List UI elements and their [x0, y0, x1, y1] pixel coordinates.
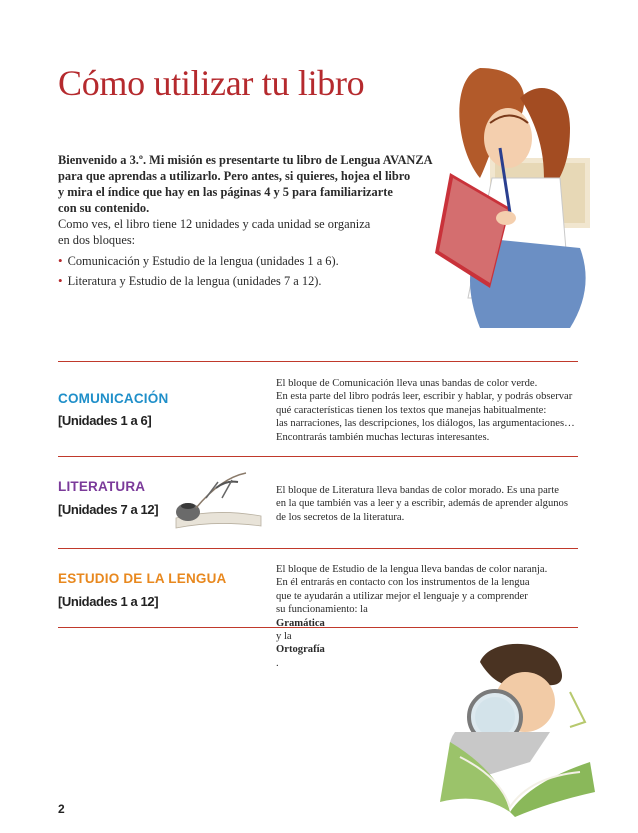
last-line: su funcionamiento: la Gramática y la Ortografía . [276, 604, 368, 669]
divider [58, 361, 578, 362]
list-item: • Comunicación y Estudio de la lengua (unidades 1 a 6). [58, 253, 339, 268]
intro-line: Bienvenido a 3.º. Mi misión es presentarte tu libro de Lengua AVANZA [58, 153, 433, 167]
page-number: 2 [58, 802, 65, 816]
inkwell-quill-illustration [166, 468, 266, 532]
body-line: Como ves, el libro tiene 12 unidades y cada unidad se organiza [58, 217, 371, 231]
term-ortografia: Ortografía [276, 644, 325, 656]
block-description-estudio-lengua: El bloque de Estudio de la lengua lleva bandas de color naranja. En él entrarás en contacto con los instrumentos de la lengua que te ayudarán a utilizar mejor el lenguaje y a comprender su funcionamiento: la Gramática y la Ortografía . [276, 563, 586, 670]
divider [58, 456, 578, 457]
block-heading-estudio-lengua: ESTUDIO DE LA LENGUA [58, 571, 227, 586]
term-gramatica: Gramática [276, 617, 325, 629]
intro-line: y mira el índice que hay en las páginas 4 y 5 para familiarizarte [58, 185, 393, 199]
bullet-list [58, 251, 339, 291]
block-heading-literatura: LITERATURA [58, 479, 146, 494]
list-item: • Literatura y Estudio de la lengua (unidades 7 a 12). [58, 273, 322, 288]
bullet-icon: • [58, 273, 63, 288]
block-description-literatura: El bloque de Literatura lleva bandas de color morado. Es una parte en la que también vas a leer y a escribir, además de aprender algunos de los secretos de la literatura. [276, 485, 568, 523]
intro-line: para que aprendas a utilizarlo. Pero antes, si quieres, hojea el libro [58, 169, 411, 183]
page-title: Cómo utilizar tu libro [58, 63, 365, 103]
block-description-comunicacion: El bloque de Comunicación lleva unas bandas de color verde. En esta parte del libro podrás leer, escribir y hablar, y podrás observar qué características tienen los textos que manejas habitualmente: las narraciones, las descripciones, los diálogos, las argumentaciones… Encontrarás también muchas lecturas interesantes. [276, 378, 575, 443]
body-paragraph [58, 216, 463, 248]
intro-paragraph [58, 152, 463, 216]
block-units-comunicacion: [Unidades 1 a 6] [58, 413, 152, 428]
intro-line: con su contenido. [58, 201, 150, 215]
divider [58, 548, 578, 549]
block-units-literatura: [Unidades 7 a 12] [58, 502, 159, 517]
block-heading-comunicacion: COMUNICACIÓN [58, 391, 169, 406]
body-line: en dos bloques: [58, 233, 136, 247]
bullet-icon: • [58, 253, 63, 268]
block-units-estudio-lengua: [Unidades 1 a 12] [58, 594, 159, 609]
boy-magnifying-glass-illustration [420, 632, 600, 822]
